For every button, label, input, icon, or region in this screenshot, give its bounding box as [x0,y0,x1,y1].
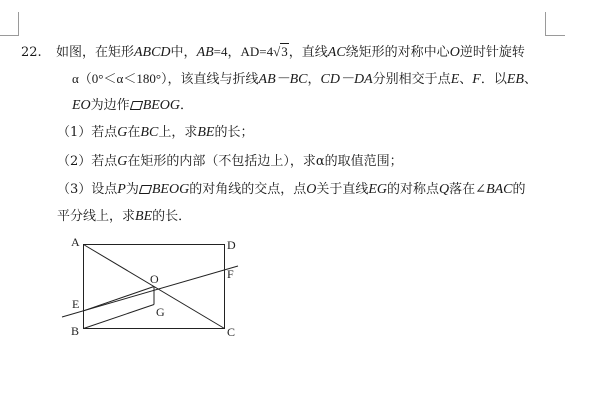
label-d: D [227,238,236,252]
segment-ab: AB [196,45,214,60]
question-3 [57,181,526,199]
segment-be: BE [135,209,153,224]
angle-bac: BAC [486,182,513,197]
question-3-continued [57,208,191,226]
point-f: F [472,72,481,87]
polyline-cd-da: CD－DA [320,72,373,87]
text: α（0°＜α＜180°），该直线与折线 [72,71,259,86]
text: 关于直线 [316,182,369,197]
text: 为 [125,182,139,197]
segment-eb: EB [506,72,524,87]
parallelogram-beog: BEOG [142,98,181,113]
label-g: G [156,305,165,319]
text: 、 [523,72,537,87]
problem-number: 22. [21,45,42,60]
segment-ac: AC [327,45,346,60]
point-g: G [117,125,128,140]
sqrt-expression: √3 [273,44,288,59]
parallelogram-icon [139,185,152,194]
label-c: C [227,325,236,339]
text: 的长； [214,125,254,140]
point-q: Q [439,182,450,197]
problem-line-1 [21,43,525,62]
parallelogram-icon [130,101,143,110]
question-2 [57,153,403,171]
sqrt-radicand: 3 [281,44,288,59]
text: 落在∠ [449,182,487,197]
segment-bc: BC [140,125,159,140]
text: 为边作 [90,98,130,113]
text: 在 [127,125,141,140]
point-p: P [117,182,126,197]
text: 分别相交于点 [372,72,451,87]
point-o: O [449,45,460,60]
segment-be: BE [197,125,215,140]
text: 的对称点 [387,182,440,197]
text: 的 [512,182,526,197]
problem-line-3 [72,97,193,115]
label-f: F [227,267,234,281]
geometry-figure [56,232,246,344]
label-e: E [72,297,80,311]
text: 上，求 [158,125,198,140]
crop-mark-top-right-vertical [545,12,546,36]
text: 的对角线的交点，点 [189,182,307,197]
text: ．以 [480,72,507,87]
segment-eo: EO [72,98,91,113]
text: =4，AD=4 [213,44,274,59]
parallelogram-beog: BEOG [151,182,190,197]
segment-eo [84,287,155,311]
text: （1）若点 [57,125,118,140]
rect-label: ABCD [133,45,171,60]
crop-mark-top-right-horizontal [545,35,565,36]
question-1 [57,124,253,142]
problem-line-2 [72,70,537,89]
point-o: O [306,182,317,197]
text: ，直线 [288,45,328,60]
line-eg: EG [368,182,388,197]
text: ， [307,72,321,87]
point-g: G [117,154,128,169]
polyline-ab-bc: AB－BC [258,72,308,87]
text: 中， [170,45,197,60]
text: 如图，在矩形 [55,45,134,60]
label-b: B [71,324,80,338]
text: 绕矩形的对称中心 [345,45,450,60]
text: ． [180,98,194,113]
text: （2）若点 [57,154,118,169]
text: 在矩形的内部（不包括边上），求α的取值范围； [127,154,403,169]
text: 的长． [152,209,192,224]
point-e: E [450,72,460,87]
crop-mark-top-left-vertical [18,12,19,36]
text: （3）设点 [57,182,118,197]
crop-mark-top-left-horizontal [0,35,19,36]
label-o: O [150,272,159,286]
text: 逆时针旋转 [459,45,525,60]
text: 平分线上，求 [57,209,136,224]
label-a: A [71,235,80,249]
text: 、 [459,72,473,87]
